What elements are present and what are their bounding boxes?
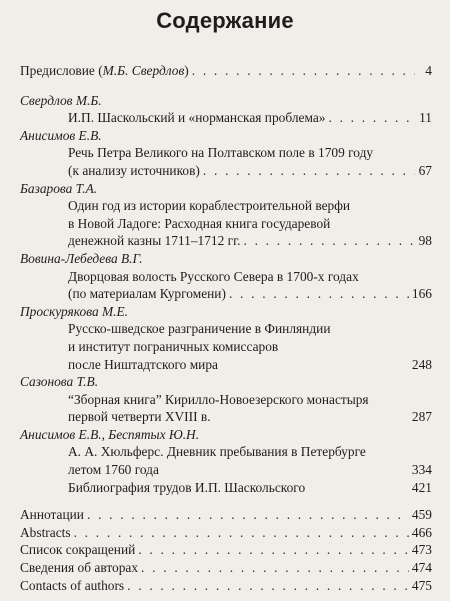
page-title: Содержание bbox=[156, 8, 294, 33]
leader-dots bbox=[243, 232, 415, 250]
page-number: 248 bbox=[411, 356, 432, 372]
leader-dots bbox=[127, 577, 409, 595]
preface-title: Предисловие (М.Б. Свердлов) bbox=[20, 63, 189, 78]
toc-entry bbox=[20, 577, 432, 595]
toc-entry bbox=[20, 162, 432, 180]
toc-entry bbox=[20, 479, 432, 497]
toc-entry bbox=[20, 232, 432, 250]
entry-title: Abstracts bbox=[20, 524, 71, 540]
toc-entry bbox=[20, 461, 432, 479]
leader-dots bbox=[203, 162, 415, 180]
page-number: 459 bbox=[411, 507, 432, 523]
toc-entry bbox=[20, 408, 432, 426]
entry-title-line: Дворцовая волость Русского Севера в 1700-х годах bbox=[68, 268, 359, 284]
entry-title-line: денежной казны 1711–1712 гг. bbox=[68, 233, 241, 249]
entry-title-line: И.П. Шаскольский и «норманская проблема» bbox=[68, 110, 326, 126]
entry-title: Аннотации bbox=[20, 507, 84, 523]
leader-dots bbox=[328, 109, 415, 127]
toc-author: Свердлов М.Б. bbox=[20, 92, 102, 108]
leader-dots bbox=[192, 62, 415, 80]
entry-title-line: “Зборная книга” Кирилло-Новоезерского монастыря bbox=[68, 391, 369, 407]
toc-entry bbox=[20, 506, 432, 524]
page-number: 67 bbox=[418, 162, 432, 178]
page-number: 4 bbox=[425, 63, 432, 78]
entry-title: Сведения об авторах bbox=[20, 560, 139, 576]
page-number: 475 bbox=[411, 577, 432, 593]
toc-entry bbox=[20, 524, 432, 542]
entry-title-line: А. А. Хюльферс. Дневник пребывания в Петербурге bbox=[68, 444, 366, 460]
toc-author: Вовина-Лебедева В.Г. bbox=[20, 250, 143, 266]
page-number: 166 bbox=[411, 286, 432, 302]
entry-title-line: в Новой Ладоге: Расходная книга государевой bbox=[68, 215, 331, 231]
toc-entry bbox=[20, 559, 432, 577]
leader-dots bbox=[138, 541, 409, 559]
page-number: 421 bbox=[411, 479, 432, 495]
page-number: 11 bbox=[419, 110, 432, 126]
entry-title-line: Один год из истории кораблестроительной верфи bbox=[68, 198, 351, 214]
page-number: 287 bbox=[411, 409, 432, 425]
entry-title-line: Библиография трудов И.П. Шаскольского bbox=[68, 479, 306, 495]
entry-title-line: и институт пограничных комиссаров bbox=[68, 338, 279, 354]
entry-title-line: Русско-шведское разграничение в Финляндии bbox=[68, 321, 331, 337]
entry-title-line: (по материалам Кургомени) bbox=[68, 286, 226, 302]
entry-title-line: Речь Петра Великого на Полтавском поле в 1709 году bbox=[68, 145, 374, 161]
entry-title-line: первой четверти XVIII в. bbox=[68, 409, 211, 425]
toc-author: Базарова Т.А. bbox=[20, 180, 98, 196]
toc-author: Анисимов Е.В., Беспятых Ю.Н. bbox=[20, 426, 200, 442]
table-of-contents bbox=[20, 62, 432, 594]
page-number: 334 bbox=[411, 462, 432, 478]
entry-title-line: летом 1760 года bbox=[68, 462, 159, 478]
page-number: 474 bbox=[411, 560, 432, 576]
page-number: 473 bbox=[411, 542, 432, 558]
leader-dots bbox=[141, 559, 409, 577]
toc-entry-preface bbox=[20, 62, 432, 80]
leader-dots bbox=[87, 506, 409, 524]
toc-entry bbox=[20, 285, 432, 303]
entry-title: Список сокращений bbox=[20, 542, 136, 558]
toc-entry bbox=[20, 109, 432, 127]
toc-author: Анисимов Е.В. bbox=[20, 127, 102, 143]
leader-dots bbox=[74, 524, 409, 542]
entry-title-line: после Ништадтского мира bbox=[68, 356, 218, 372]
page-number: 466 bbox=[411, 524, 432, 540]
toc-entry bbox=[20, 541, 432, 559]
leader-dots bbox=[229, 285, 409, 303]
toc-author: Проскурякова М.Е. bbox=[20, 303, 129, 319]
page-number: 98 bbox=[418, 233, 432, 249]
toc-entry bbox=[20, 356, 432, 374]
entry-title: Contacts of authors bbox=[20, 577, 125, 593]
entry-title-line: (к анализу источников) bbox=[68, 162, 200, 178]
toc-author: Сазонова Т.В. bbox=[20, 374, 99, 390]
